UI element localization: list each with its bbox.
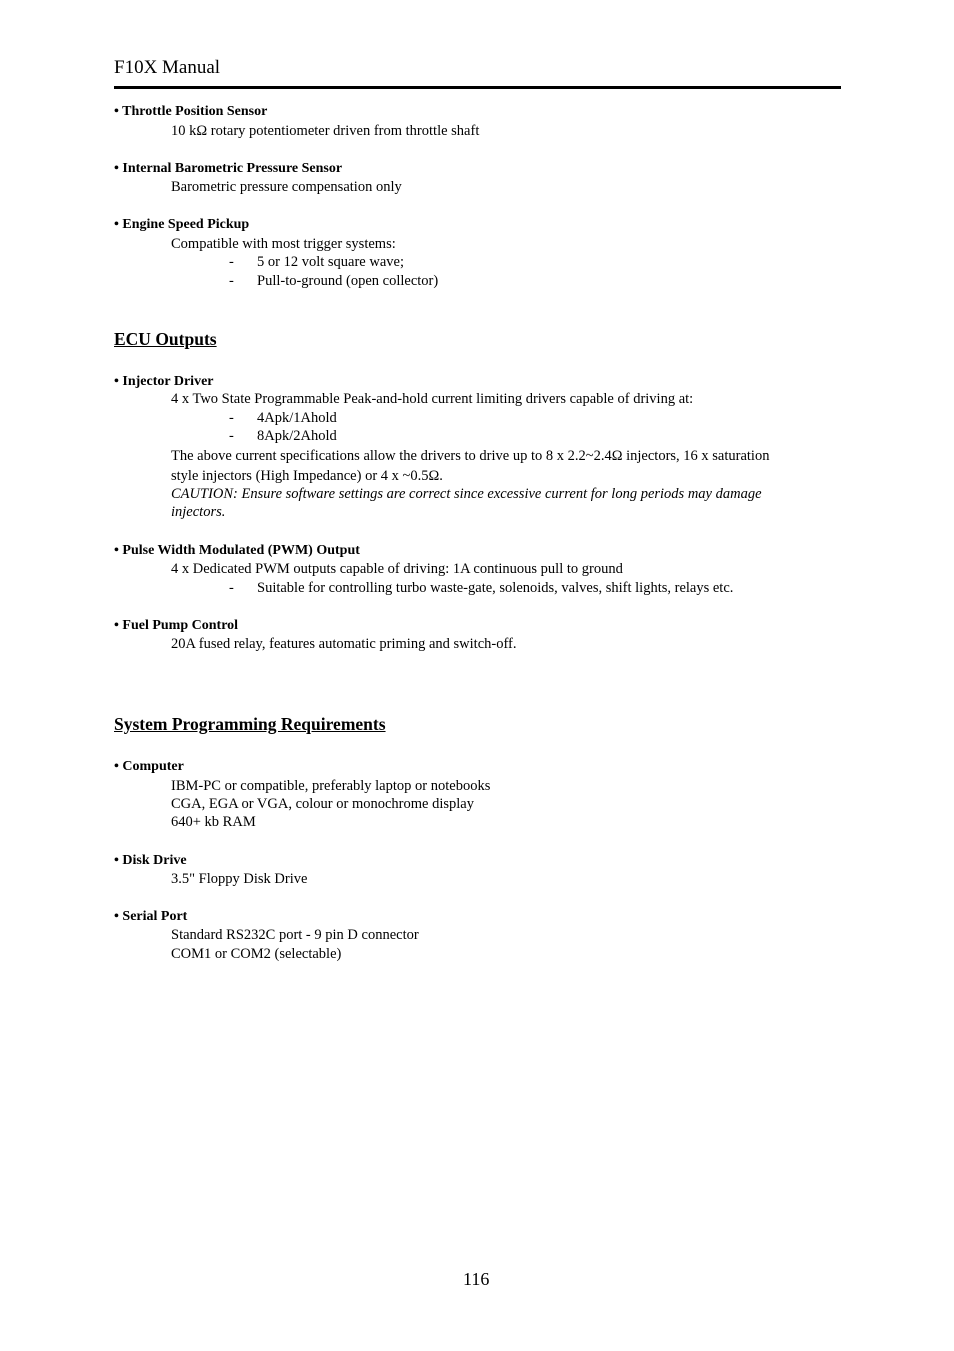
item-line: 4 x Dedicated PWM outputs capable of driving: 1A continuous pull to ground (171, 561, 623, 577)
dash-marker: - (229, 254, 234, 270)
bullet: • (114, 217, 119, 232)
caution-line: injectors. (171, 504, 226, 520)
item-line: CGA, EGA or VGA, colour or monochrome display (171, 796, 474, 812)
item-title-engine-speed (114, 217, 249, 233)
item-title-text: Serial Port (122, 909, 188, 924)
item-line: 3.5" Floppy Disk Drive (171, 871, 308, 887)
item-title-computer (114, 759, 184, 775)
bullet: • (114, 104, 119, 119)
sublist-item: Suitable for controlling turbo waste-gate, solenoids, valves, shift lights, relays etc. (257, 580, 734, 596)
item-title-serial-port (114, 909, 187, 925)
bullet: • (114, 618, 119, 633)
item-title-text: Pulse Width Modulated (PWM) Output (122, 543, 360, 558)
bullet: • (114, 853, 119, 868)
dash-marker: - (229, 410, 234, 426)
sublist-item: 8Apk/2Ahold (257, 428, 337, 444)
caution-line: CAUTION: Ensure software settings are correct since excessive current for long periods may damage (171, 486, 762, 502)
sublist-item: 5 or 12 volt square wave; (257, 254, 404, 270)
item-line: Standard RS232C port - 9 pin D connector (171, 927, 419, 943)
bullet: • (114, 374, 119, 389)
dash-marker: - (229, 428, 234, 444)
item-title-pwm (114, 543, 360, 559)
item-line: 640+ kb RAM (171, 814, 256, 830)
item-line: 4 x Two State Programmable Peak-and-hold current limiting drivers capable of driving at: (171, 391, 694, 407)
sublist-item: Pull-to-ground (open collector) (257, 273, 439, 289)
item-line: Compatible with most trigger systems: (171, 236, 396, 252)
section-heading-ecu-outputs: ECU Outputs (114, 329, 217, 349)
header-rule (114, 86, 841, 89)
item-line: 20A fused relay, features automatic priming and switch-off. (171, 636, 517, 652)
item-title-disk-drive (114, 853, 187, 869)
bullet: • (114, 543, 119, 558)
bullet: • (114, 909, 119, 924)
item-line: COM1 or COM2 (selectable) (171, 946, 342, 962)
bullet: • (114, 161, 119, 176)
injector-paragraph-line: style injectors (High Impedance) or 4 x ~0.5Ω. (171, 468, 443, 484)
item-title-injector (114, 374, 214, 390)
injector-paragraph-line: The above current specifications allow the drivers to drive up to 8 x 2.2~2.4Ω injectors, 16 x saturation (171, 448, 770, 464)
dash-marker: - (229, 273, 234, 289)
item-title-text: Computer (122, 759, 184, 774)
section-heading-system-requirements: System Programming Requirements (114, 714, 386, 734)
sublist-item: 4Apk/1Ahold (257, 410, 337, 426)
item-line: 10 kΩ rotary potentiometer driven from throttle shaft (171, 123, 480, 139)
item-line: Barometric pressure compensation only (171, 179, 402, 195)
item-title-text: Disk Drive (122, 853, 187, 868)
item-line: IBM-PC or compatible, preferably laptop or notebooks (171, 778, 491, 794)
bullet: • (114, 759, 119, 774)
dash-marker: - (229, 580, 234, 596)
item-title-text: Engine Speed Pickup (122, 217, 250, 232)
item-title-throttle (114, 104, 267, 120)
page-number: 116 (463, 1269, 490, 1289)
item-title-text: Injector Driver (122, 374, 214, 389)
item-title-text: Internal Barometric Pressure Sensor (122, 161, 343, 176)
item-title-text: Throttle Position Sensor (122, 104, 268, 119)
page-header-title: F10X Manual (114, 57, 221, 78)
item-title-text: Fuel Pump Control (122, 618, 239, 633)
item-title-barometric (114, 161, 342, 177)
item-title-fuel-pump (114, 618, 238, 634)
